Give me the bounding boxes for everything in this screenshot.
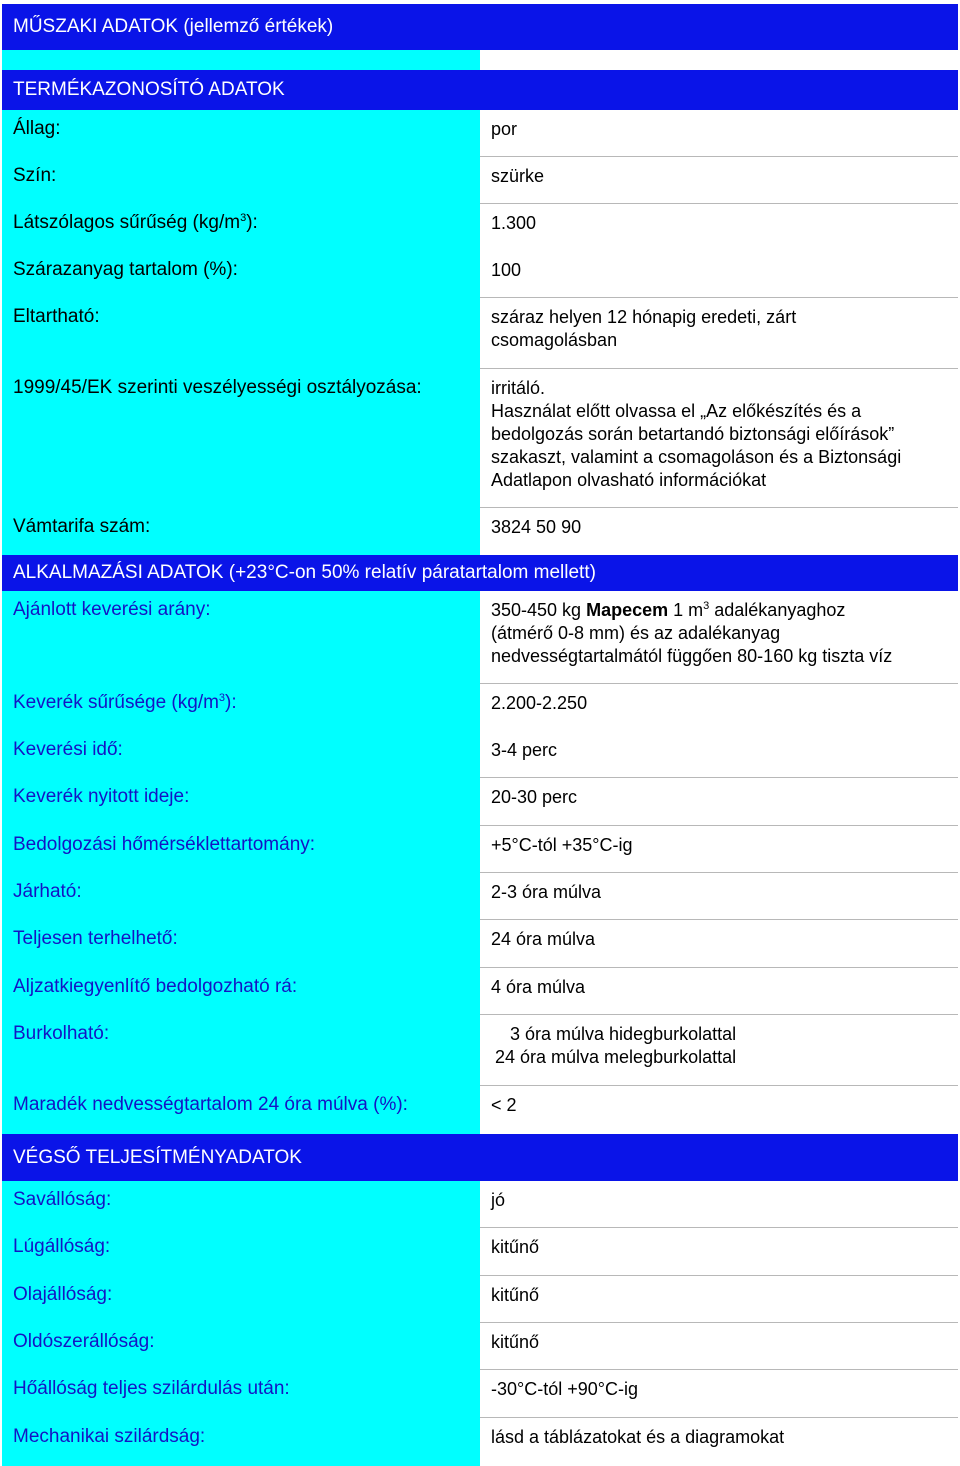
row-szarazanyag <box>2 251 958 298</box>
spacer-row <box>2 50 958 70</box>
value-line: irritáló. <box>491 378 546 398</box>
row-aljzat <box>2 968 958 1015</box>
label-szin: Szín: <box>2 157 480 204</box>
label-oldoszer: Oldószerállóság: <box>2 1323 480 1370</box>
row-terhelheto <box>2 920 958 968</box>
value-text: adalékanyaghoz <box>709 600 846 620</box>
section-header-final <box>2 1134 958 1181</box>
label-vamtarifa: Vámtarifa szám: <box>2 508 480 555</box>
section-title-final: VÉGSŐ TELJESÍTMÉNYADATOK <box>13 1146 302 1168</box>
value-line: Használat előtt olvassa el „Az előkészítés és a <box>491 401 862 421</box>
row-keveresi-arany <box>2 591 958 684</box>
value-line: bedolgozás során betartandó biztonsági előírások” <box>491 424 895 444</box>
section-header-application <box>2 555 958 591</box>
label-terhelheto: Teljesen terhelhető: <box>2 920 480 968</box>
value-line: (átmérő 0-8 mm) és az adalékanyag <box>491 623 781 643</box>
label-sup: 3 <box>218 692 226 704</box>
page-title <box>2 4 958 50</box>
row-maradek <box>2 1086 958 1134</box>
value-oldoszer: kitűnő <box>480 1323 958 1370</box>
value-line: Adatlapon olvasható információkat <box>491 470 767 490</box>
label-keverek-suruseg <box>2 684 480 731</box>
row-eltarthato <box>2 298 958 369</box>
value-keverek-suruseg: 2.200-2.250 <box>491 693 588 713</box>
row-mechanikai <box>2 1418 958 1466</box>
label-hoallosag: Hőállóság teljes szilárdulás után: <box>2 1370 480 1418</box>
label-jarhato: Járható: <box>2 873 480 920</box>
value-nyitott-ido: 20-30 perc <box>480 778 958 826</box>
row-homerseklet <box>2 826 958 873</box>
row-oldoszer <box>2 1323 958 1370</box>
section-title-product: TERMÉKAZONOSÍTÓ ADATOK <box>13 79 285 100</box>
label-homerseklet: Bedolgozási hőmérséklettartomány: <box>2 826 480 873</box>
value-burkolhato <box>480 1015 958 1086</box>
value-jarhato: 2-3 óra múlva <box>480 873 958 920</box>
value-savallosag: jó <box>480 1181 958 1228</box>
row-hoallosag <box>2 1370 958 1418</box>
row-vamtarifa <box>2 508 958 555</box>
value-maradek: < 2 <box>491 1095 517 1115</box>
page-title-text: MŰSZAKI ADATOK (jellemző értékek) <box>13 16 334 37</box>
row-savallosag <box>2 1181 958 1228</box>
value-line: 24 óra múlva melegburkolattal <box>495 1047 737 1067</box>
value-terhelheto: 24 óra múlva <box>480 920 958 968</box>
value-suruseg: 1.300 <box>491 213 537 233</box>
row-olajallosag <box>2 1276 958 1323</box>
label-text: ): <box>225 692 237 713</box>
label-aljzat: Aljzatkiegyenlítő bedolgozható rá: <box>2 968 480 1015</box>
label-keveresi-arany: Ajánlott keverési arány: <box>2 591 480 684</box>
row-keverek-suruseg <box>2 684 958 731</box>
label-suruseg-sup: 3 <box>240 212 247 224</box>
value-vamtarifa: 3824 50 90 <box>491 517 582 537</box>
spacer-label-cell <box>2 50 480 70</box>
value-lugallosag: kitűnő <box>480 1228 958 1276</box>
label-olajallosag: Olajállóság: <box>2 1276 480 1323</box>
value-mechanikai: lásd a táblázatokat és a diagramokat <box>480 1418 958 1466</box>
row-nyitott-ido <box>2 778 958 826</box>
row-veszelyes <box>2 369 958 508</box>
value-line: 3 óra múlva hidegburkolattal <box>510 1024 737 1044</box>
value-eltarthato <box>480 298 958 369</box>
row-suruseg <box>2 204 958 251</box>
row-lugallosag <box>2 1228 958 1276</box>
label-nyitott-ido: Keverék nyitott ideje: <box>2 778 480 826</box>
label-szarazanyag: Szárazanyag tartalom (%): <box>2 251 480 298</box>
label-text: Keverék sűrűsége (kg/m <box>13 692 219 713</box>
value-allag: por <box>480 110 958 157</box>
label-keveresi-ido: Keverési idő: <box>2 731 480 778</box>
value-line: szakaszt, valamint a csomagoláson és a Biztonsági <box>491 447 902 467</box>
row-keveresi-ido <box>2 731 958 778</box>
label-eltarthato: Eltartható: <box>2 298 480 369</box>
value-line: csomagolásban <box>491 330 618 350</box>
label-veszelyes: 1999/45/EK szerinti veszélyességi osztályozása: <box>2 369 480 508</box>
row-jarhato <box>2 873 958 920</box>
label-lugallosag: Lúgállóság: <box>2 1228 480 1276</box>
value-szin: szürke <box>480 157 958 204</box>
label-mechanikai: Mechanikai szilárdság: <box>2 1418 480 1466</box>
value-homerseklet: +5°C-tól +35°C-ig <box>480 826 958 873</box>
value-keveresi-ido: 3-4 perc <box>480 731 958 778</box>
label-allag: Állag: <box>2 110 480 157</box>
value-sup: 3 <box>703 600 710 612</box>
label-suruseg-post: ): <box>246 212 258 233</box>
label-savallosag: Savállóság: <box>2 1181 480 1228</box>
label-maradek: Maradék nedvességtartalom 24 óra múlva (%): <box>2 1086 480 1134</box>
label-suruseg-text: Látszólagos sűrűség (kg/m <box>13 212 241 233</box>
row-burkolhato <box>2 1015 958 1086</box>
value-olajallosag: kitűnő <box>480 1276 958 1323</box>
product-name: Mapecem <box>586 600 669 620</box>
value-line: nedvességtartalmától függően 80-160 kg tiszta víz <box>491 646 893 666</box>
value-hoallosag: -30°C-tól +90°C-ig <box>480 1370 958 1418</box>
value-aljzat: 4 óra múlva <box>480 968 958 1015</box>
section-header-product <box>2 70 958 110</box>
value-line <box>491 599 958 622</box>
row-szin <box>2 157 958 204</box>
section-title-application: ALKALMAZÁSI ADATOK (+23°C-on 50% relatív páratartalom mellett) <box>13 562 596 583</box>
value-text: 1 m <box>668 600 704 620</box>
label-suruseg <box>2 204 480 251</box>
value-veszelyes <box>480 369 958 508</box>
row-allag <box>2 110 958 157</box>
value-szarazanyag: 100 <box>491 260 522 280</box>
label-burkolhato: Burkolható: <box>2 1015 480 1086</box>
value-line: száraz helyen 12 hónapig eredeti, zárt <box>491 307 797 327</box>
value-keveresi-arany <box>480 591 958 684</box>
value-text: 350-450 kg <box>491 600 587 620</box>
